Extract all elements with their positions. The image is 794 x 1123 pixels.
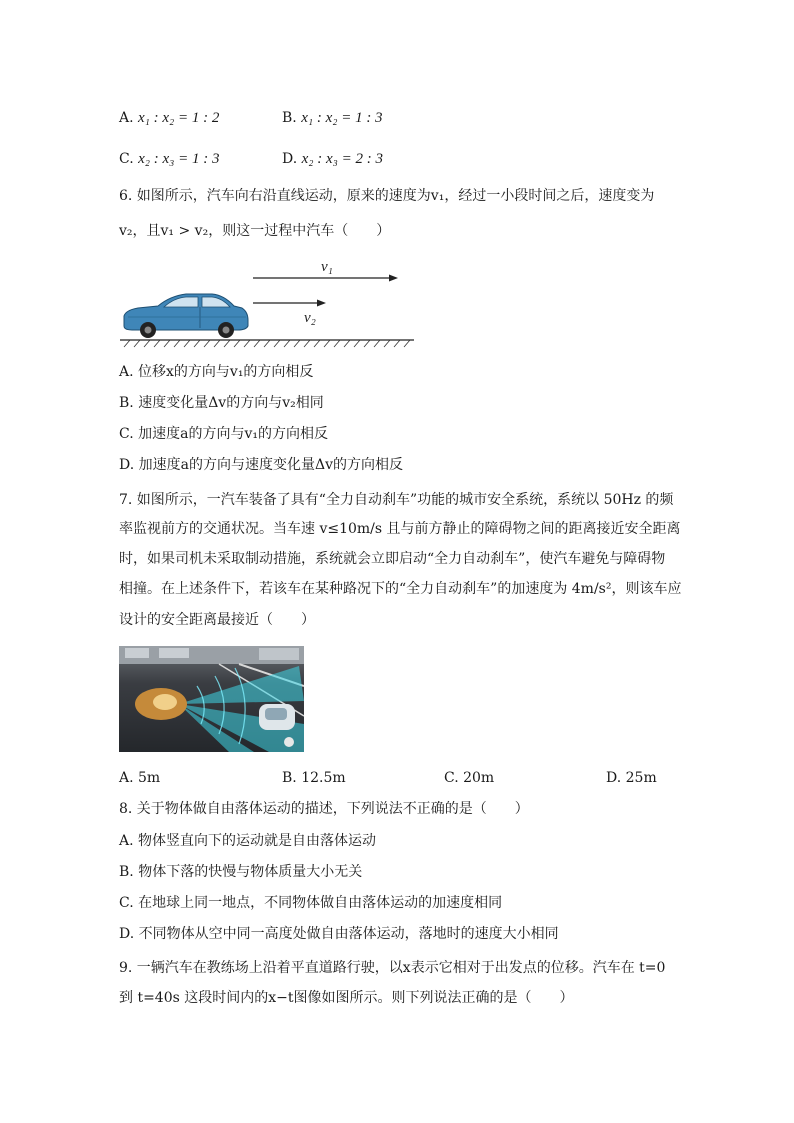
q6-option-c: C. 加速度a的方向与v₁的方向相反: [119, 426, 328, 442]
q6-stem-line2: v₂，且v₁ > v₂，则这一过程中汽车（ ）: [119, 223, 391, 239]
q6-stem-line1: 6. 如图所示，汽车向右沿直线运动，原来的速度为v₁，经过一小段时间之后，速度变为: [119, 188, 655, 204]
v1-label: v₁: [321, 259, 333, 275]
q6-option-a: A. 位移x的方向与v₁的方向相反: [119, 364, 314, 380]
q9-stem-line2: 到 t=40s 这段时间内的x−t图像如图所示。则下列说法正确的是（ ）: [119, 990, 574, 1006]
q7-option-d: D. 25m: [606, 770, 657, 786]
ground-hatching: [124, 340, 410, 347]
q6-car-figure: [118, 256, 418, 350]
q7-stem-line4: 相撞。在上述条件下，若该车在某种路况下的“全力自动刹车”的加速度为 4m/s²，则该车应: [119, 581, 682, 597]
q8-stem: 8. 关于物体做自由落体运动的描述，下列说法不正确的是（ ）: [119, 801, 529, 817]
q5-option-d: D. x₂ : x₃ = 2 : 3: [282, 151, 383, 167]
q5-option-a: A. x₁ : x₂ = 1 : 2: [119, 110, 220, 126]
q7-stem-line1: 7. 如图所示，一汽车装备了具有“全力自动刹车”功能的城市安全系统，系统以 50Hz 的频: [119, 492, 674, 508]
q8-option-c: C. 在地球上同一地点，不同物体做自由落体运动的加速度相同: [119, 895, 503, 911]
v2-arrowhead: [317, 300, 326, 307]
q7-option-b: B. 12.5m: [282, 770, 346, 786]
q7-option-c: C. 20m: [444, 770, 495, 786]
q9-stem-line1: 9. 一辆汽车在教练场上沿着平直道路行驶，以x表示它相对于出发点的位移。汽车在 t=0: [119, 960, 666, 976]
car-illustration: [124, 294, 248, 338]
q7-sensor-photo: [119, 646, 304, 752]
q5-option-c: C. x₂ : x₃ = 1 : 3: [119, 151, 220, 167]
q8-option-d: D. 不同物体从空中同一高度处做自由落体运动，落地时的速度大小相同: [119, 926, 559, 942]
q7-stem-line2: 率监视前方的交通状况。当车速 v≤10m/s 且与前方静止的障碍物之间的距离接近安全距离: [119, 521, 681, 537]
v2-label: v₂: [304, 310, 316, 326]
q6-option-d: D. 加速度a的方向与速度变化量Δv的方向相反: [119, 457, 403, 473]
q7-stem-line3: 时，如果司机未采取制动措施，系统就会立即启动“全力自动刹车”，使汽车避免与障碍物: [119, 551, 666, 567]
q5-option-b: B. x₁ : x₂ = 1 : 3: [282, 110, 383, 126]
q7-option-a: A. 5m: [119, 770, 161, 786]
q8-option-b: B. 物体下落的快慢与物体质量大小无关: [119, 864, 363, 880]
v1-arrowhead: [389, 275, 398, 282]
q8-option-a: A. 物体竖直向下的运动就是自由落体运动: [119, 833, 377, 849]
q6-option-b: B. 速度变化量Δv的方向与v₂相同: [119, 395, 324, 411]
q7-stem-line5: 设计的安全距离最接近（ ）: [119, 612, 315, 628]
